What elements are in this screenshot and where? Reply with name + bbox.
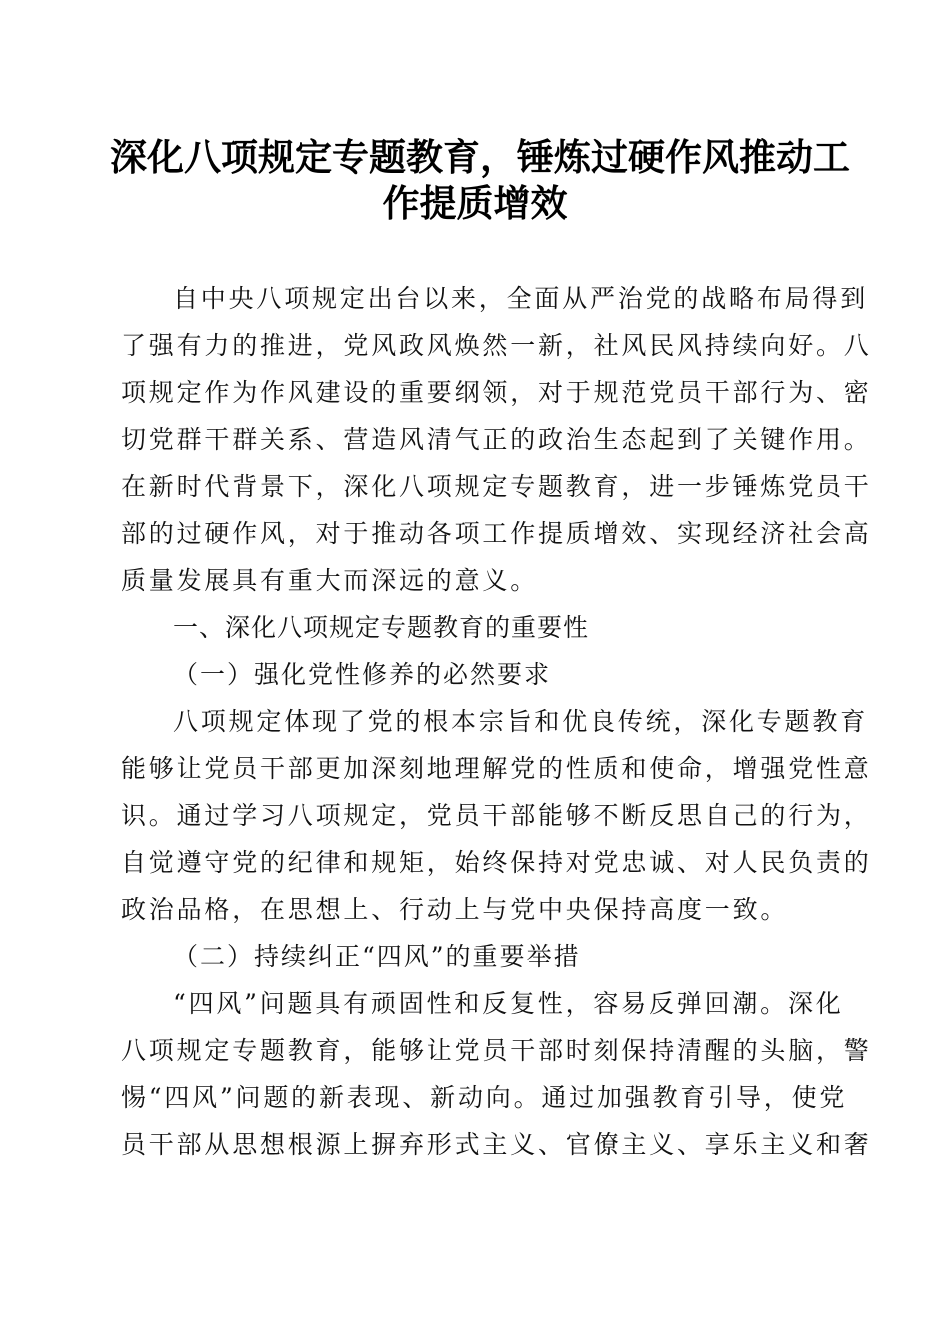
subsection-heading: （一）强化党性修养的必然要求: [173, 660, 552, 689]
paragraph-line: 部的过硬作风，对于推动各项工作提质增效、实现经济社会高: [121, 519, 872, 548]
paragraph-line: 了强有力的推进，党风政风焕然一新，社风民风持续向好。八: [121, 331, 872, 360]
paragraph-line: 自觉遵守党的纪律和规矩，始终保持对党忠诚、对人民负责的: [121, 848, 872, 877]
section-heading: 一、深化八项规定专题教育的重要性: [173, 613, 590, 642]
paragraph-line: 项规定作为作风建设的重要纲领，对于规范党员干部行为、密: [121, 378, 872, 407]
paragraph-line: 八项规定专题教育，能够让党员干部时刻保持清醒的头脑，警: [121, 1036, 872, 1065]
document-body: [121, 275, 872, 1168]
subsection-heading: （二）持续纠正“四风”的重要举措: [173, 942, 581, 971]
paragraph-line: 员干部从思想根源上摒弃形式主义、官僚主义、享乐主义和奢: [121, 1130, 872, 1159]
paragraph-line: 在新时代背景下，深化八项规定专题教育，进一步锤炼党员干: [121, 472, 872, 501]
paragraph-line: 切党群干群关系、营造风清气正的政治生态起到了关键作用。: [121, 425, 872, 454]
paragraph-line: “四风”问题具有顽固性和反复性，容易反弹回潮。深化: [173, 989, 844, 1018]
document-title: [110, 134, 850, 226]
paragraph-line: 识。通过学习八项规定，党员干部能够不断反思自己的行为，: [121, 801, 872, 830]
paragraph-line: 自中央八项规定出台以来，全面从严治党的战略布局得到: [173, 284, 869, 313]
paragraph-line: 惕“四风”问题的新表现、新动向。通过加强教育引导，使党: [121, 1083, 848, 1112]
title-line-1: 深化八项规定专题教育，锤炼过硬作风推动工: [110, 135, 850, 179]
paragraph-line: 八项规定体现了党的根本宗旨和优良传统，深化专题教育: [173, 707, 869, 736]
title-line-2: 作提质增效: [382, 181, 568, 225]
paragraph-line: 能够让党员干部更加深刻地理解党的性质和使命，增强党性意: [121, 754, 872, 783]
paragraph-line: 质量发展具有重大而深远的意义。: [121, 566, 539, 595]
paragraph-line: 政治品格，在思想上、行动上与党中央保持高度一致。: [121, 895, 789, 924]
